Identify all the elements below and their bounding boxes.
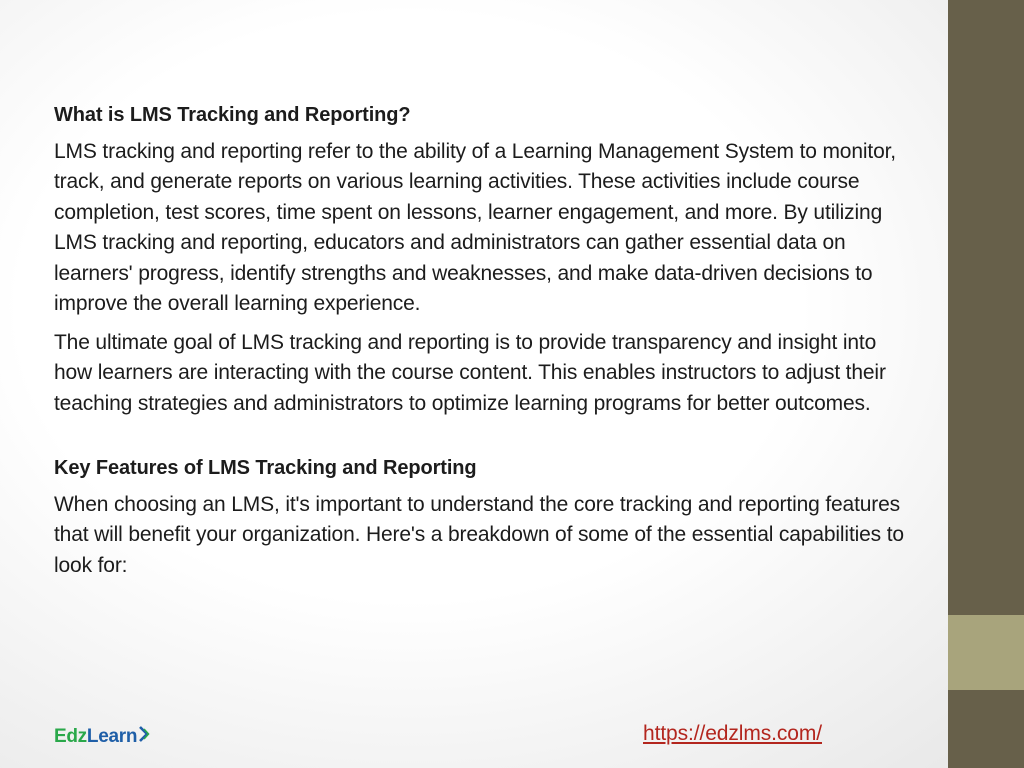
paragraph: When choosing an LMS, it's important to understand the core tracking and reporting features that will benefit your organization. Here's a breakdown of some of the essential capabilities to look for: [54,492,904,577]
paragraph: LMS tracking and reporting refer to the ability of a Learning Management System to monitor, track, and generate reports on various learning activities. These activities include course completion, test scores, time spent on lessons, learner engagement, and more. By utilizing LMS tracking and reporting, educators and administrators can gather essential data on learners' progress, identify strengths and weaknesses, and make data-driven decisions to improve the overall learning experience. [54,139,896,315]
side-band-accent [948,615,1024,690]
paragraph: The ultimate goal of LMS tracking and reporting is to provide transparency and insight into how learners are interacting with the course content. This enables instructors to adjust their teaching strategies and administrators to optimize learning programs for better outcomes. [54,330,886,415]
section-what-is [54,100,914,419]
chevron-right-icon [138,724,150,750]
section-heading: What is LMS Tracking and Reporting? [54,104,411,126]
side-band [948,0,1024,768]
website-link[interactable]: https://edzlms.com/ [643,722,822,745]
section-heading: Key Features of LMS Tracking and Reporting [54,457,477,479]
logo-text-learn: Learn [86,726,138,748]
slide-content [54,100,914,589]
section-key-features [54,453,914,581]
section-spacer [54,427,914,453]
logo-text-edz: Edz [54,726,87,748]
edzlearn-logo [54,724,150,750]
